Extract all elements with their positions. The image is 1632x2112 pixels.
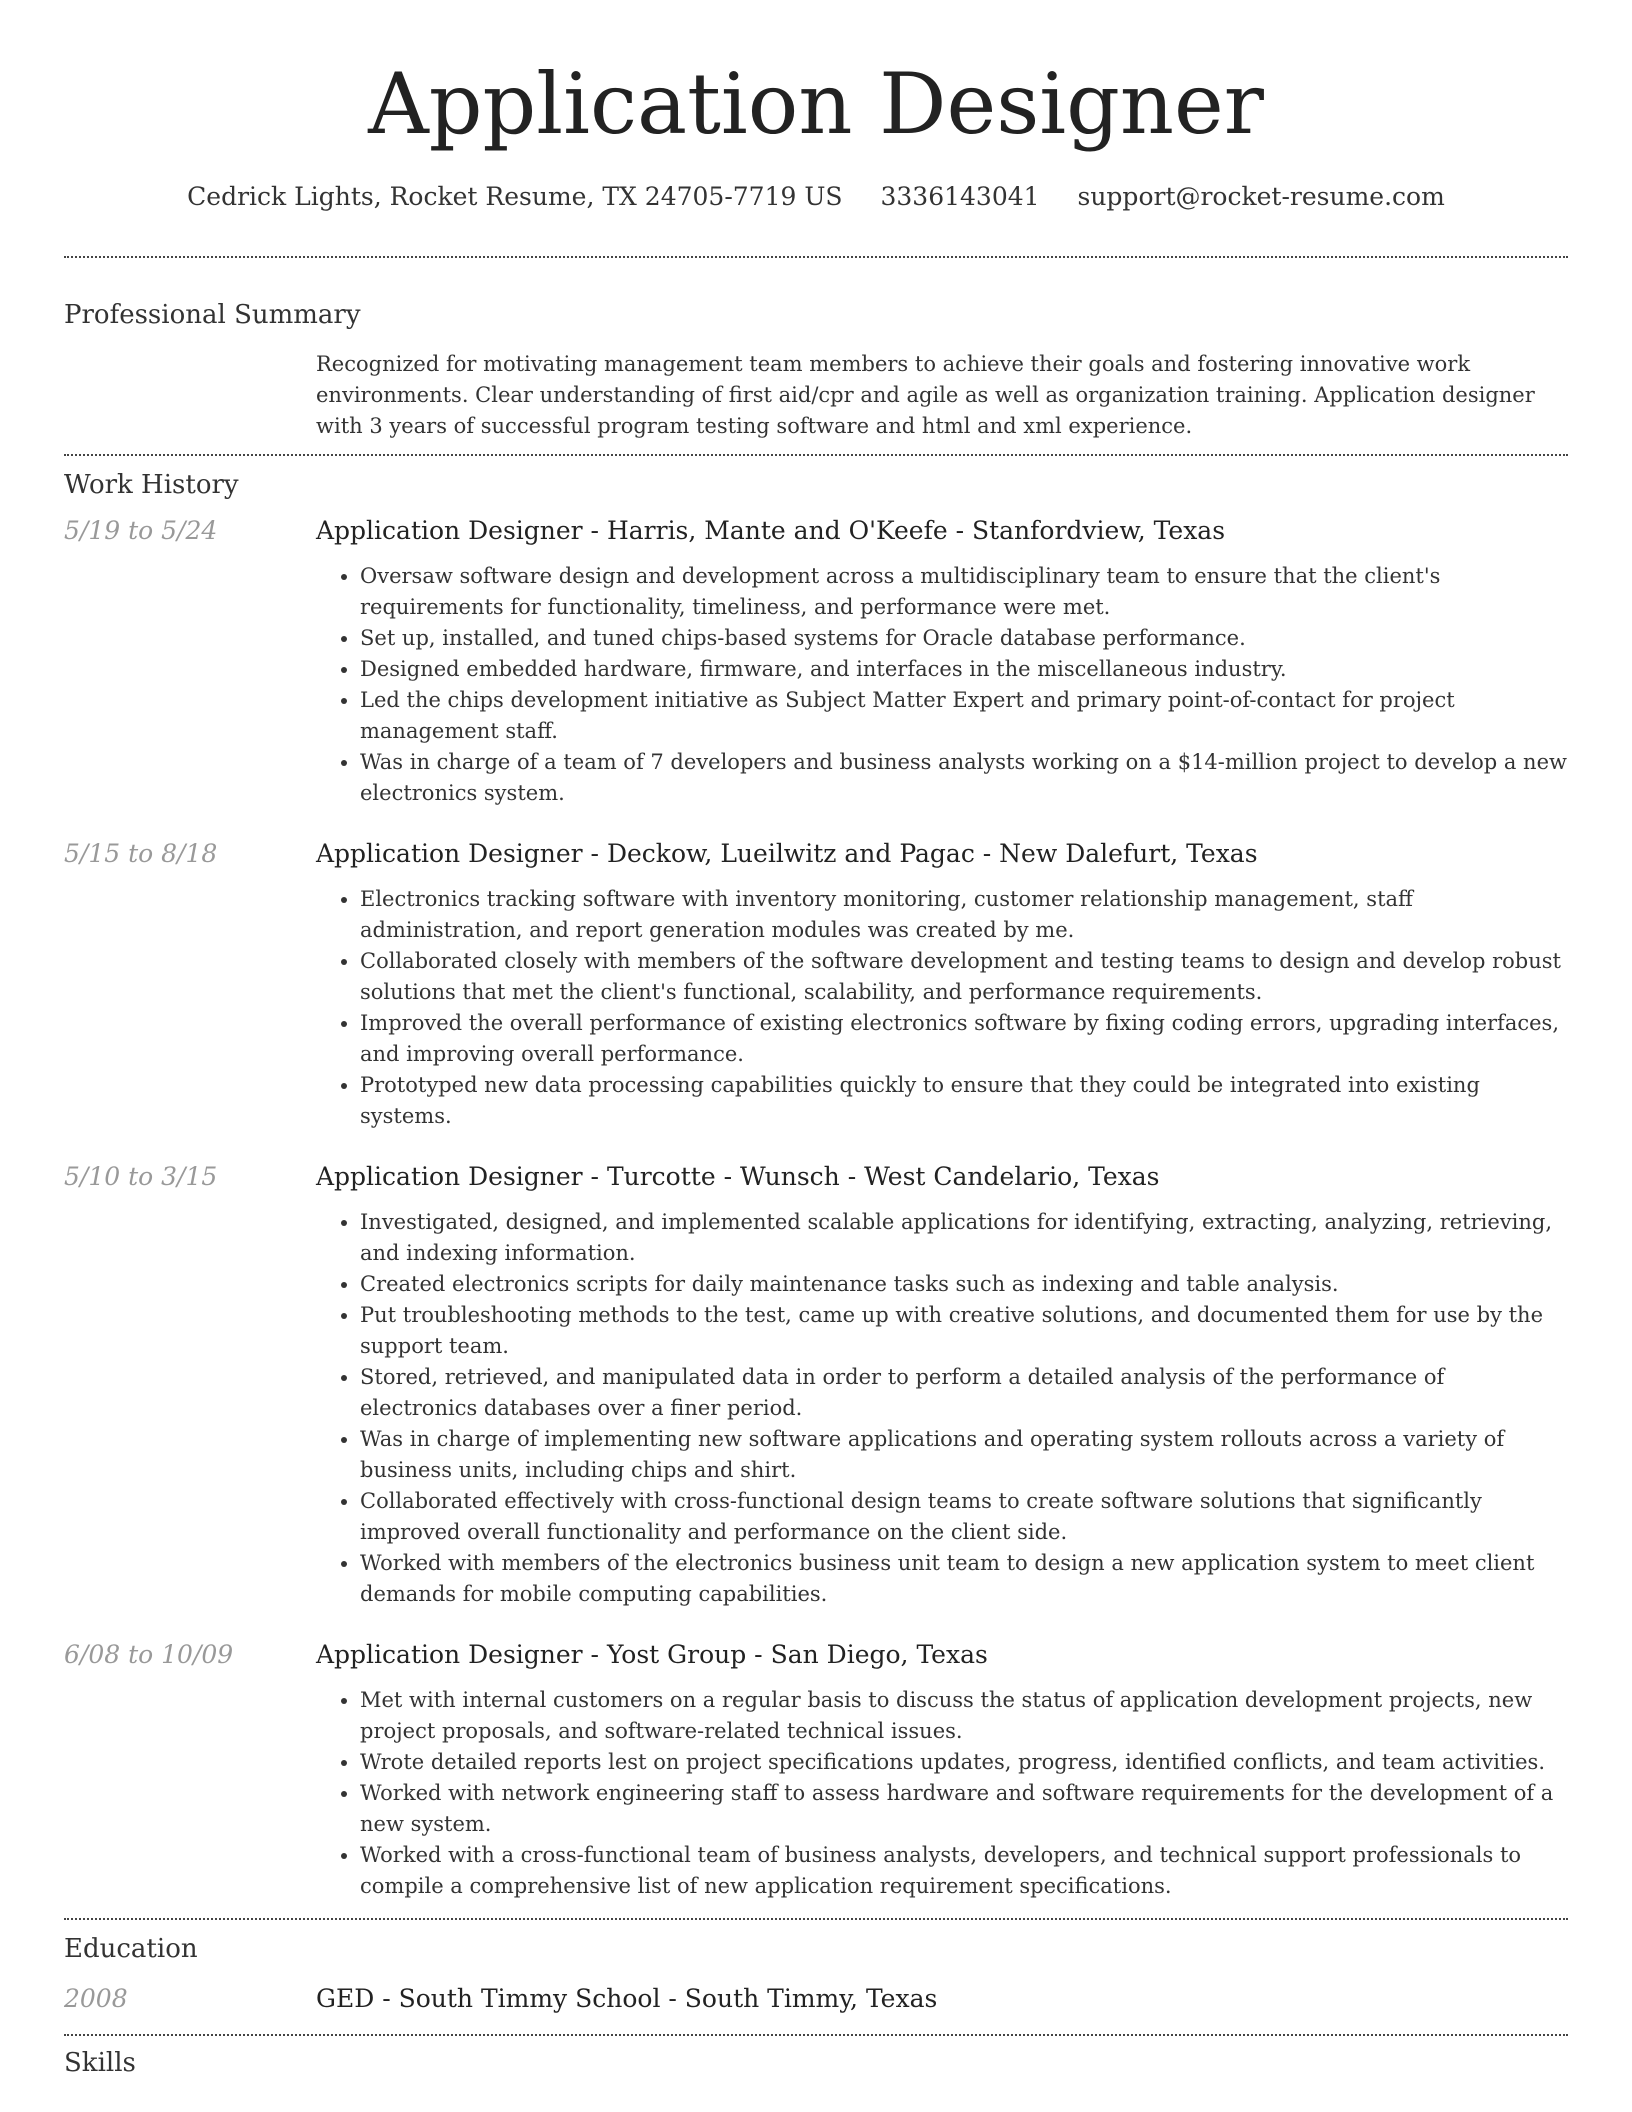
job-bullet: • Was in charge of implementing new software applications and operating system rollouts across a variety of business units, including chips and shirt. xyxy=(360,1424,1568,1486)
education-section xyxy=(64,1920,1568,2016)
job-bullet: • Worked with members of the electronics business unit team to design a new application system to meet client demands for mobile computing capabilities. xyxy=(360,1548,1568,1610)
contact-line xyxy=(64,180,1568,214)
job-bullets xyxy=(316,1207,1568,1610)
job-bullets xyxy=(316,561,1568,809)
job-bullet: • Collaborated effectively with cross-functional design teams to create software solutions that significantly improved overall functionality and performance on the client side. xyxy=(360,1486,1568,1548)
job-bullet: • Worked with a cross-functional team of business analysts, developers, and technical support professionals to compile a comprehensive list of new application requirement specifications. xyxy=(360,1840,1568,1902)
job-bullets xyxy=(316,884,1568,1132)
contact-address: Cedrick Lights, Rocket Resume, TX 24705-7719 US xyxy=(187,182,843,211)
job-title: Application Designer - Yost Group - San Diego, Texas xyxy=(316,1640,988,1669)
job-body xyxy=(316,1638,1568,1902)
job-bullet: • Investigated, designed, and implemented scalable applications for identifying, extracting, analyzing, retrieving, and indexing information. xyxy=(360,1207,1568,1269)
job-bullet: • Designed embedded hardware, firmware, and interfaces in the miscellaneous industry. xyxy=(360,654,1568,685)
job-date: 5/10 to 3/15 xyxy=(64,1162,218,1191)
job-title: Application Designer - Harris, Mante and O'Keefe - Stanfordview, Texas xyxy=(316,516,1226,545)
job-body xyxy=(316,837,1568,1132)
section-title-work: Work History xyxy=(64,470,239,500)
job-bullet: • Set up, installed, and tuned chips-based systems for Oracle database performance. xyxy=(360,623,1568,654)
section-title-education: Education xyxy=(64,1934,198,1964)
job-bullet: • Put troubleshooting methods to the test, came up with creative solutions, and documented them for use by the support team. xyxy=(360,1300,1568,1362)
section-title-summary: Professional Summary xyxy=(64,300,361,330)
section-title-skills: Skills xyxy=(64,2048,136,2078)
job-title: Application Designer - Turcotte - Wunsch - West Candelario, Texas xyxy=(316,1162,1160,1191)
job-entry xyxy=(64,837,1568,1132)
job-title: Application Designer - Deckow, Lueilwitz and Pagac - New Dalefurt, Texas xyxy=(316,839,1258,868)
contact-email: support@rocket-resume.com xyxy=(1077,182,1445,211)
job-bullet: • Prototyped new data processing capabilities quickly to ensure that they could be integrated into existing systems. xyxy=(360,1070,1568,1132)
job-body xyxy=(316,514,1568,809)
job-body xyxy=(316,1160,1568,1610)
contact-phone: 3336143041 xyxy=(880,182,1040,211)
job-bullets xyxy=(316,1685,1568,1902)
job-bullet: • Oversaw software design and development across a multidisciplinary team to ensure that the client's requirements for functionality, timeliness, and performance were met. xyxy=(360,561,1568,623)
job-bullet: • Led the chips development initiative as Subject Matter Expert and primary point-of-contact for project management staff. xyxy=(360,685,1568,747)
work-history-section xyxy=(64,456,1568,1902)
job-bullet: • Wrote detailed reports lest on project specifications updates, progress, identified conflicts, and team activities. xyxy=(360,1747,1568,1778)
job-bullet: • Collaborated closely with members of the software development and testing teams to design and develop robust solutions that met the client's functional, scalability, and performance requirements. xyxy=(360,946,1568,1008)
education-title: GED - South Timmy School - South Timmy, Texas xyxy=(316,1984,938,2013)
job-bullet: • Created electronics scripts for daily maintenance tasks such as indexing and table analysis. xyxy=(360,1269,1568,1300)
job-date: 5/15 to 8/18 xyxy=(64,839,218,868)
job-entry xyxy=(64,1638,1568,1902)
professional-summary-section xyxy=(64,258,1568,442)
skills-section xyxy=(64,2036,1568,2080)
education-date: 2008 xyxy=(64,1984,128,2013)
job-bullet: • Stored, retrieved, and manipulated data in order to perform a detailed analysis of the performance of electronics databases over a finer period. xyxy=(360,1362,1568,1424)
education-entry xyxy=(64,1982,1568,2016)
job-bullet: • Was in charge of a team of 7 developers and business analysts working on a $14-million project to develop a new electronics system. xyxy=(360,747,1568,809)
resume-header xyxy=(64,0,1568,214)
summary-text: Recognized for motivating management team members to achieve their goals and fostering innovative work environments. Clear understanding of first aid/cpr and agile as well as organization training. Application designer with 3 years of successful program testing software and html and xml experience. xyxy=(316,352,1535,438)
candidate-name: Application Designer xyxy=(368,55,1264,153)
job-bullet: • Improved the overall performance of existing electronics software by fixing coding errors, upgrading interfaces, and improving overall performance. xyxy=(360,1008,1568,1070)
job-bullet: • Worked with network engineering staff to assess hardware and software requirements for the development of a new system. xyxy=(360,1778,1568,1840)
job-entry xyxy=(64,514,1568,809)
job-bullet: • Met with internal customers on a regular basis to discuss the status of application development projects, new project proposals, and software-related technical issues. xyxy=(360,1685,1568,1747)
job-bullet: • Electronics tracking software with inventory monitoring, customer relationship management, staff administration, and report generation modules was created by me. xyxy=(360,884,1568,946)
job-entry xyxy=(64,1160,1568,1610)
job-date: 6/08 to 10/09 xyxy=(64,1640,234,1669)
job-date: 5/19 to 5/24 xyxy=(64,516,218,545)
